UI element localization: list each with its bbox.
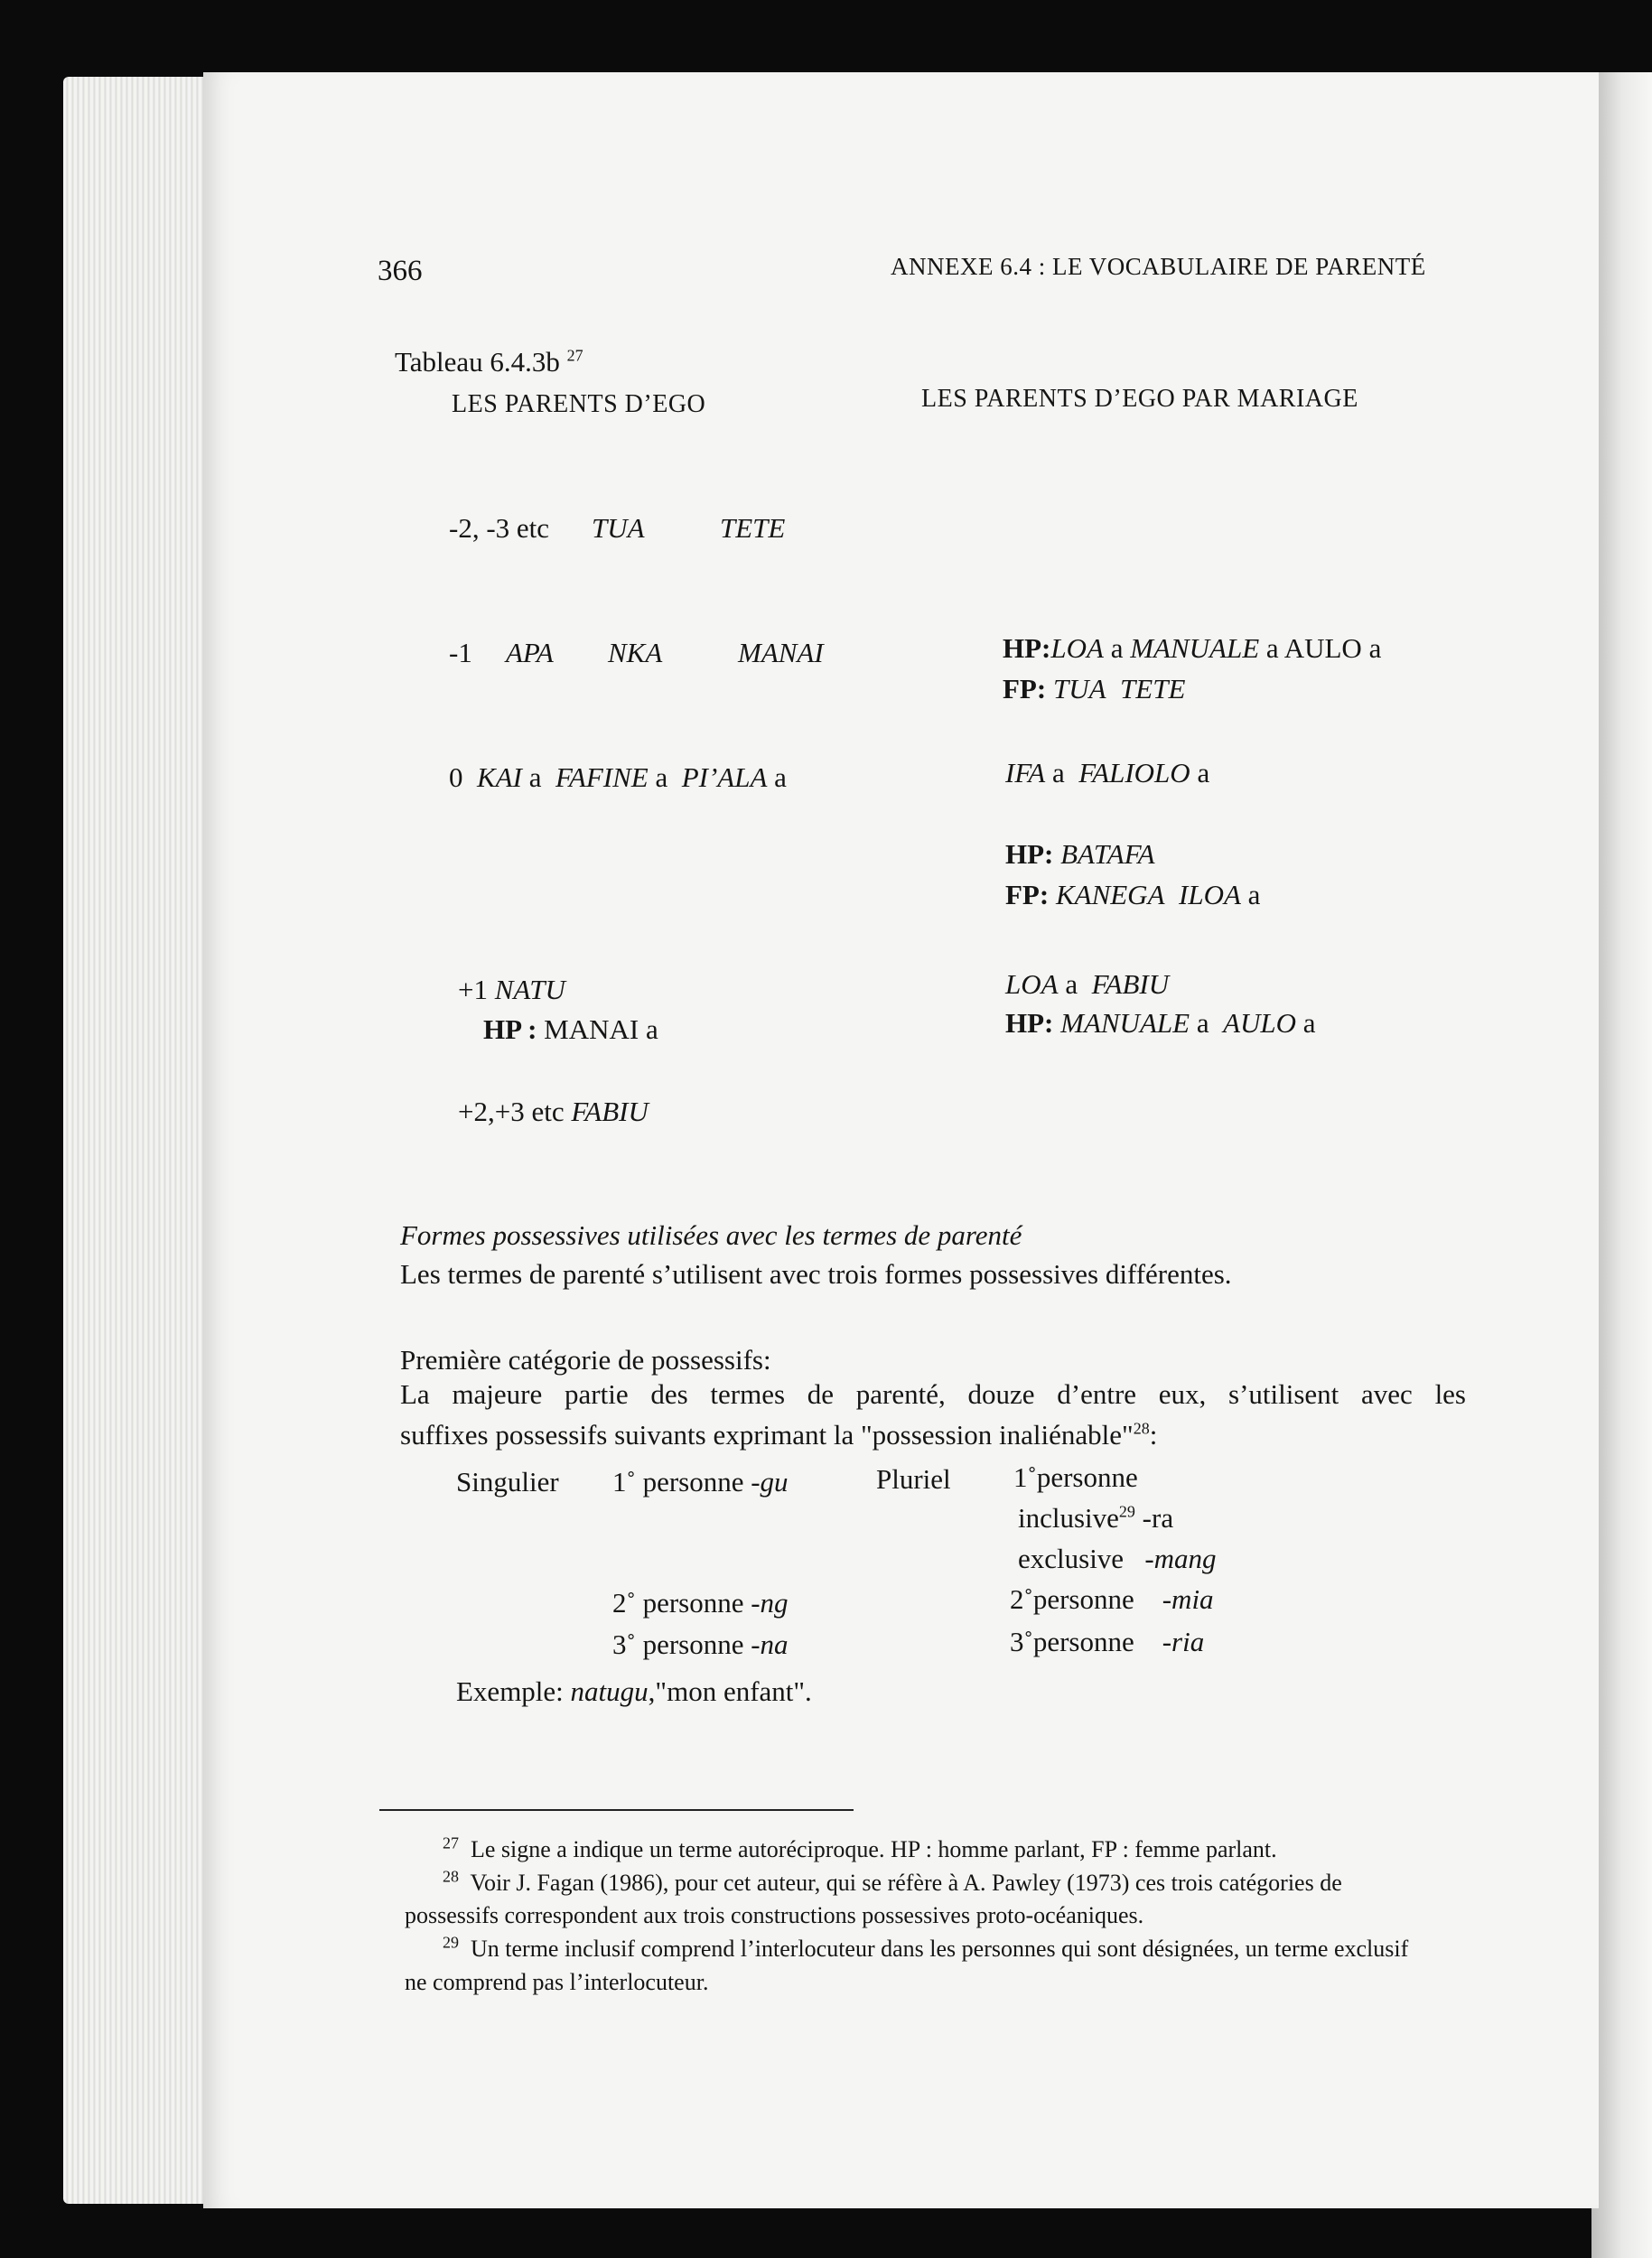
row-label: -2, -3 etc <box>449 512 550 544</box>
page-stack-edge <box>63 77 226 2204</box>
affinal-line-fp: FP: TUA TETE <box>1003 673 1186 704</box>
kin-term: MANAI <box>738 637 824 668</box>
running-title: ANNEXE 6.4 : LE VOCABULAIRE DE PARENTÉ <box>891 253 1426 280</box>
kin-term: NKA <box>608 637 663 668</box>
possessive-form: 3˚ personne -na <box>612 1628 789 1660</box>
footnote-ref-29[interactable]: 29 <box>1118 1502 1135 1521</box>
possessive-form: 2˚personne -mia <box>1010 1583 1214 1615</box>
column-header-right: LES PARENTS D’EGO PAR MARIAGE <box>921 385 1358 413</box>
row-label: -1 <box>449 637 472 668</box>
possessive-form: 2˚ personne -ng <box>612 1587 789 1619</box>
affinal-line: LOA a FABIU <box>1005 968 1170 1000</box>
row-plus1-hp: HP : MANAI a <box>483 1013 658 1045</box>
footnote-28-cont: possessifs correspondent aux trois constructions possessives proto-océaniques. <box>405 1902 1144 1928</box>
paragraph-line: suffixes possessifs suivants exprimant la "possession inaliénable"$^{28}$: <box>400 1419 1158 1451</box>
possessive-form: 3˚personne -ria <box>1010 1626 1205 1657</box>
paragraph: Les termes de parenté s’utilisent avec trois formes possessives différentes. <box>400 1258 1232 1290</box>
footnote-29: $^{29}$ Un terme inclusif comprend l’interlocuteur dans les personnes qui sont désignées, un terme exclusif <box>443 1933 1409 1962</box>
footnote-rule <box>379 1809 854 1811</box>
row-plus1-line: +1 NATU <box>458 974 565 1005</box>
possessive-form: 1˚personne <box>1013 1461 1138 1493</box>
kin-term: TETE <box>720 512 786 544</box>
section-heading: Formes possessives utilisées avec les termes de parenté <box>400 1219 1022 1251</box>
row-0-line: 0 KAI a FAFINE a PI’ALA a <box>449 761 787 793</box>
example-line: Exemple: natugu,"mon enfant". <box>456 1675 812 1707</box>
kin-term: TUA <box>592 512 645 544</box>
possessive-form: 1˚ personne -gu <box>612 1466 789 1498</box>
singular-label: Singulier <box>456 1466 559 1498</box>
category-title: Première catégorie de possessifs: <box>400 1344 771 1376</box>
affinal-line-hp: HP:LOA a MANUALE a AULO a <box>1003 632 1382 664</box>
plural-label: Pluriel <box>876 1463 951 1495</box>
footnote-ref-28[interactable]: 28 <box>1133 1419 1150 1438</box>
affinal-line-hp: HP: MANUALE a AULO a <box>1005 1007 1316 1039</box>
row-plus2-line: +2,+3 etc FABIU <box>458 1096 649 1127</box>
column-header-left: LES PARENTS D’EGO <box>452 390 706 418</box>
footnote-28: $^{28}$ Voir J. Fagan (1986), pour cet auteur, qui se réfère à A. Pawley (1973) ces trois catégories de <box>443 1867 1342 1896</box>
table-title: Tableau 6.4.3b $^{27}$ <box>395 346 583 378</box>
footnote-29-cont: ne comprend pas l’interlocuteur. <box>405 1969 709 1995</box>
affinal-line: IFA a FALIOLO a <box>1005 757 1210 788</box>
affinal-line-hp: HP: BATAFA <box>1005 838 1155 870</box>
page-number: 366 <box>378 255 423 287</box>
kin-term: APA <box>506 637 554 668</box>
book-gutter <box>1591 72 1652 2258</box>
affinal-line-fp: FP: KANEGA ILOA a <box>1005 879 1261 910</box>
possessive-form: exclusive -mang <box>1018 1543 1217 1574</box>
possessive-form: inclusive$^{29}$ -ra <box>1018 1502 1174 1534</box>
footnote-ref-27[interactable]: 27 <box>566 346 583 365</box>
footnote-27: $^{27}$ Le signe a indique un terme autoréciproque. HP : homme parlant, FP : femme parlant. <box>443 1833 1277 1862</box>
paragraph-line: La majeure partie des termes de parenté, douze d’entre eux, s’utilisent avec les <box>400 1378 1466 1410</box>
